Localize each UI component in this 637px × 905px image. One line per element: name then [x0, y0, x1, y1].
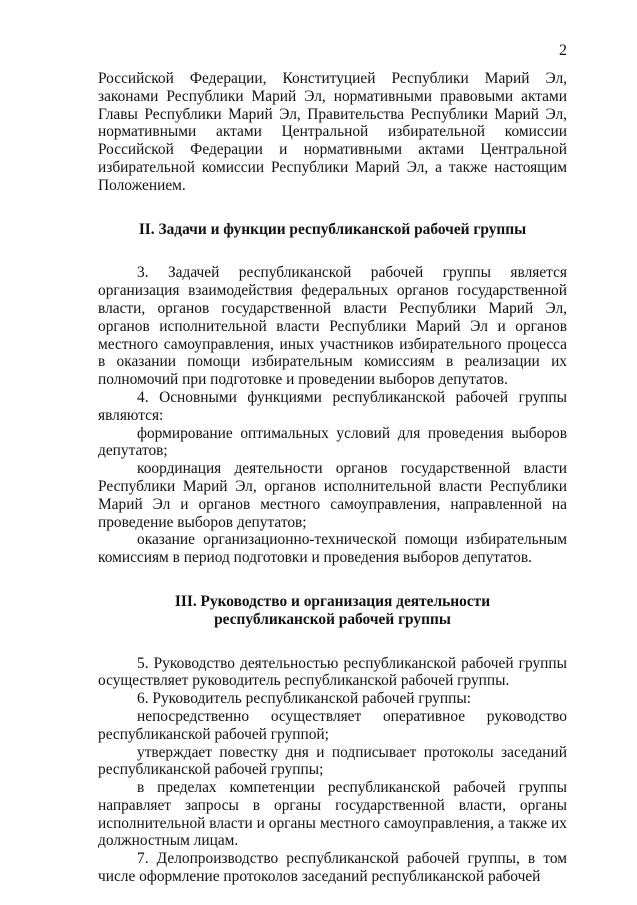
- paragraph-5: 5. Руководство деятельностью республиканской рабочей группы осуществляет руководитель республиканской рабочей группы.: [98, 654, 567, 690]
- function-item-3: оказание организационно-технической помощи избирательным комиссиям в период подготовки и проведения выборов депутатов.: [98, 531, 567, 567]
- section-3-body: [98, 655, 567, 886]
- document-body: [98, 70, 567, 886]
- leader-duty-1: непосредственно осуществляет оперативное руководство республиканской рабочей группой;: [98, 707, 567, 743]
- function-item-1: формирование оптимальных условий для проведения выборов депутатов;: [98, 424, 567, 460]
- section-3-heading-line-1: III. Руководство и организация деятельности: [174, 592, 491, 610]
- leader-duty-3: в пределах компетенции республиканской рабочей группы направляет запросы в органы государственной власти, органы исполнительной власти и органы местного самоуправления, а также их должностным лицам.: [98, 779, 567, 850]
- section-2-heading: II. Задачи и функции республиканской рабочей группы: [138, 220, 527, 238]
- page-number: 2: [559, 42, 567, 59]
- function-item-2: координация деятельности органов государственной власти Республики Марий Эл, органов исполнительной власти Республики Марий Эл и органов местного самоуправления, направленной на проведение выборов депутатов;: [98, 460, 567, 531]
- paragraph-3: 3. Задачей республиканской рабочей группы является организация взаимодействия федеральных органов государственной власти, органов государственной власти Республики Марий Эл, органов исполнительной власти Республики Марий Эл и органов местного самоуправления, иных участников избирательного процесса в оказании помощи избирательным комиссиям в реализации их полномочий при подготовке и проведении выборов депутатов.: [98, 264, 567, 389]
- section-3-heading: [98, 593, 567, 629]
- paragraph-4: 4. Основными функциями республиканской рабочей группы являются:: [98, 388, 567, 424]
- paragraph-7: 7. Делопроизводство республиканской рабочей группы, в том числе оформление протоколов заседаний республиканской рабочей: [98, 850, 567, 886]
- intro-paragraph: Российской Федерации, Конституцией Республики Марий Эл, законами Республики Марий Эл, нормативными правовыми актами Главы Республики Марий Эл, Правительства Республики Марий Эл, нормативными актами Центральной избирательной комиссии Российской Федерации и нормативными актами Центральной избирательной комиссии Республики Марий Эл, а также настоящим Положением.: [98, 70, 567, 194]
- paragraph-6: 6. Руководитель республиканской рабочей группы:: [137, 690, 471, 708]
- section-3-heading-line-2: республиканской рабочей группы: [214, 610, 451, 628]
- leader-duty-2: утверждает повестку дня и подписывает протоколы заседаний республиканской рабочей группы;: [98, 743, 567, 779]
- section-2-body: [98, 264, 567, 567]
